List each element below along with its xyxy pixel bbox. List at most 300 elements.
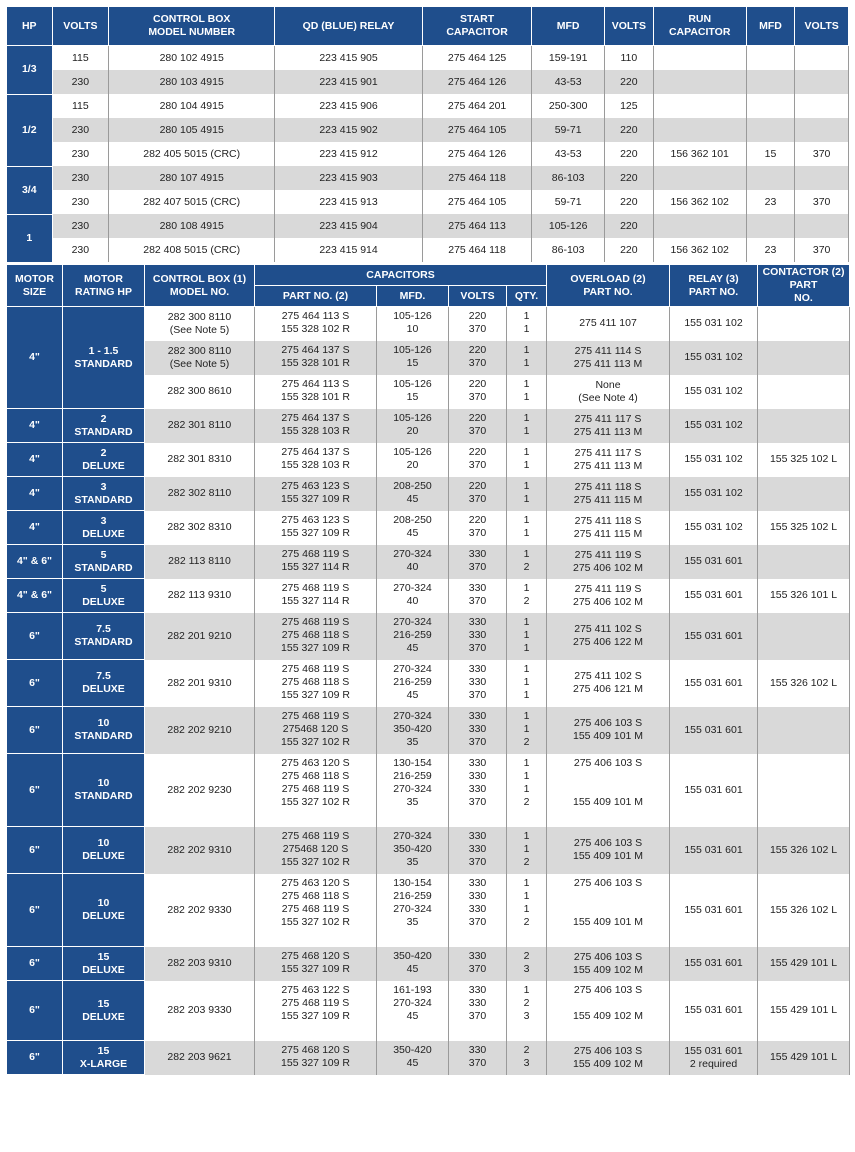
table2-parts-cell: 275 463 123 S 155 327 109 R	[255, 511, 377, 545]
table2-volts-cell: 330 330 370	[449, 613, 507, 660]
table2-mfd-cell: 270-324 216-259 45	[377, 613, 449, 660]
motor-size-label: 4"	[7, 477, 63, 511]
table2-mfd-cell: 350-420 45	[377, 947, 449, 981]
table1-cell: 230	[52, 118, 109, 142]
table-row	[7, 613, 850, 660]
table2-qty-cell: 1 2	[507, 545, 547, 579]
table1-cell	[746, 214, 795, 238]
table2-parts-cell: 275 468 119 S 275468 120 S 155 327 102 R	[255, 827, 377, 874]
table2-relay-cell: 155 031 102	[670, 409, 758, 443]
table2-parts-cell: 275 468 119 S 275 468 118 S 155 327 109 R	[255, 660, 377, 707]
table1-header-6: VOLTS	[605, 7, 654, 46]
table1-cell: 223 415 904	[275, 214, 423, 238]
table2-body	[7, 307, 850, 1075]
table1-cell: 220	[605, 214, 654, 238]
motor-size-header: MOTOR SIZE	[7, 265, 63, 307]
table1-header-2: CONTROL BOX MODEL NUMBER	[109, 7, 275, 46]
table2-parts-cell: 275 464 137 S 155 328 103 R	[255, 443, 377, 477]
table2-contactor-cell: 155 325 102 L	[758, 443, 850, 477]
table1-cell	[746, 166, 795, 190]
table2-parts-cell: 275 468 119 S 155 327 114 R	[255, 545, 377, 579]
motor-size-label: 6"	[7, 827, 63, 874]
table2-parts-cell: 275 463 122 S 275 468 119 S 155 327 109 R	[255, 981, 377, 1041]
table2-qty-cell: 1 2 3	[507, 981, 547, 1041]
motor-size-label: 6"	[7, 947, 63, 981]
table2-qty-cell: 1 1	[507, 409, 547, 443]
table1-cell: 230	[52, 214, 109, 238]
table2-header-row-1	[7, 265, 850, 286]
table2-qty-cell: 1 1 2	[507, 827, 547, 874]
table1-cell	[653, 70, 746, 94]
table2-overload-cell: 275 411 114 S 275 411 113 M	[547, 341, 670, 375]
table1-cell: 230	[52, 238, 109, 262]
table2-relay-cell: 155 031 102	[670, 307, 758, 341]
table2-volts-cell: 330 330 370	[449, 707, 507, 754]
table2-relay-cell: 155 031 102	[670, 341, 758, 375]
table1-cell: 275 464 201	[422, 94, 531, 118]
table2-parts-cell: 275 464 137 S 155 328 101 R	[255, 341, 377, 375]
motor-size-label: 4"	[7, 511, 63, 545]
table1-cell	[795, 166, 849, 190]
table-row	[7, 707, 850, 754]
table1-header-5: MFD	[532, 7, 605, 46]
table2-overload-cell: 275 411 117 S 275 411 113 M	[547, 409, 670, 443]
table2-contactor-cell: 155 326 102 L	[758, 827, 850, 874]
table2-volts-cell: 220 370	[449, 511, 507, 545]
table2-contactor-cell: 155 326 101 L	[758, 579, 850, 613]
motor-rating-header: MOTOR RATING HP	[63, 265, 145, 307]
table-row	[7, 190, 849, 214]
qty-header: QTY.	[507, 286, 547, 307]
table1-cell: 370	[795, 142, 849, 166]
table1-cell: 223 415 906	[275, 94, 423, 118]
table1-cell: 43-53	[532, 70, 605, 94]
table1-cell: 156 362 101	[653, 142, 746, 166]
table2-qty-cell: 1 1	[507, 511, 547, 545]
table1-cell	[653, 46, 746, 71]
table2-box-cell: 282 203 9330	[145, 981, 255, 1041]
table1-cell: 223 415 902	[275, 118, 423, 142]
table2-overload-cell: 275 406 103 S 155 409 101 M	[547, 707, 670, 754]
table2-relay-cell: 155 031 601	[670, 545, 758, 579]
table1-header-9: VOLTS	[795, 7, 849, 46]
table1-cell: 223 415 901	[275, 70, 423, 94]
table1-cell	[746, 70, 795, 94]
table2-mfd-cell: 208-250 45	[377, 511, 449, 545]
table2-qty-cell: 2 3	[507, 1041, 547, 1075]
table1-cell: 86-103	[532, 238, 605, 262]
table1-cell: 230	[52, 70, 109, 94]
table1-cell	[653, 118, 746, 142]
table2-overload-cell	[547, 754, 670, 827]
motor-rating-label: 5 DELUXE	[63, 579, 145, 613]
motor-rating-label: 1 - 1.5 STANDARD	[63, 307, 145, 409]
table2-volts-cell: 220 370	[449, 375, 507, 409]
table-row	[7, 1041, 850, 1075]
table-row	[7, 579, 850, 613]
table2-volts-cell: 220 370	[449, 307, 507, 341]
table-row	[7, 238, 849, 262]
table2-mfd-cell: 105-126 15	[377, 341, 449, 375]
hp-label: 1/2	[7, 94, 53, 166]
table1-cell: 223 415 912	[275, 142, 423, 166]
table1-cell: 220	[605, 70, 654, 94]
hp-label: 1/3	[7, 46, 53, 95]
motor-rating-label: 10 STANDARD	[63, 707, 145, 754]
table2-mfd-cell: 130-154 216-259 270-324 35	[377, 874, 449, 947]
table2-contactor-cell	[758, 409, 850, 443]
table-row	[7, 660, 850, 707]
table1-header-8: MFD	[746, 7, 795, 46]
table2-box-cell: 282 300 8110 (See Note 5)	[145, 307, 255, 341]
table1-cell: 275 464 126	[422, 70, 531, 94]
table1-cell	[653, 94, 746, 118]
table-row	[7, 166, 849, 190]
table2-qty-cell: 1 1	[507, 375, 547, 409]
table2-volts-cell: 220 370	[449, 409, 507, 443]
table2-parts-cell: 275 463 120 S 275 468 118 S 275 468 119 S 155 327 102 R	[255, 874, 377, 947]
table2-parts-cell: 275 464 137 S 155 328 103 R	[255, 409, 377, 443]
table2-mfd-cell: 130-154 216-259 270-324 35	[377, 754, 449, 827]
table1-header-7: RUN CAPACITOR	[653, 7, 746, 46]
table-row	[7, 477, 850, 511]
table2-box-cell: 282 301 8110	[145, 409, 255, 443]
table1-cell	[795, 118, 849, 142]
table-row	[7, 70, 849, 94]
table1-cell	[746, 118, 795, 142]
table1-cell: 250-300	[532, 94, 605, 118]
table2-relay-cell: 155 031 102	[670, 443, 758, 477]
table2-overload-cell: 275 411 119 S 275 406 102 M	[547, 579, 670, 613]
table1-cell: 23	[746, 190, 795, 214]
table2-box-cell: 282 201 9210	[145, 613, 255, 660]
table2-contactor-cell: 155 326 102 L	[758, 874, 850, 947]
table2-overload-cell: 275 411 117 S 275 411 113 M	[547, 443, 670, 477]
motor-size-label: 6"	[7, 1041, 63, 1075]
table-row	[7, 511, 850, 545]
table2-overload-cell: 275 406 103 S 155 409 102 M	[547, 947, 670, 981]
table1-cell: 105-126	[532, 214, 605, 238]
table1-cell: 282 407 5015 (CRC)	[109, 190, 275, 214]
table2-volts-cell: 220 370	[449, 477, 507, 511]
table2-box-cell: 282 301 8310	[145, 443, 255, 477]
table1-header-1: VOLTS	[52, 7, 109, 46]
table1-cell: 275 464 118	[422, 238, 531, 262]
table2-qty-cell: 1 1 2	[507, 707, 547, 754]
table1-cell: 282 408 5015 (CRC)	[109, 238, 275, 262]
table2-box-cell: 282 203 9621	[145, 1041, 255, 1075]
table2-relay-cell: 155 031 601	[670, 660, 758, 707]
table1-cell: 59-71	[532, 190, 605, 214]
motor-rating-label: 3 DELUXE	[63, 511, 145, 545]
table2-mfd-cell: 270-324 350-420 35	[377, 827, 449, 874]
table1-cell: 275 464 105	[422, 118, 531, 142]
table2-box-cell: 282 300 8110 (See Note 5)	[145, 341, 255, 375]
table2-contactor-cell	[758, 707, 850, 754]
overload-part: 155 409 101 M	[572, 915, 644, 928]
table2-box-cell: 282 113 8110	[145, 545, 255, 579]
table2-relay-cell: 155 031 601 2 required	[670, 1041, 758, 1075]
motor-size-label: 4"	[7, 409, 63, 443]
table2-box-cell: 282 113 9310	[145, 579, 255, 613]
table2-qty-cell: 1 1 1 2	[507, 754, 547, 827]
table2-box-cell: 282 202 9210	[145, 707, 255, 754]
table1-cell: 220	[605, 190, 654, 214]
table2-qty-cell: 1 2	[507, 579, 547, 613]
table1-cell: 15	[746, 142, 795, 166]
table-row	[7, 142, 849, 166]
overload-header: OVERLOAD (2) PART NO.	[547, 265, 670, 307]
motor-size-label: 4" & 6"	[7, 579, 63, 613]
motor-size-label: 4" & 6"	[7, 545, 63, 579]
table2-mfd-cell: 161-193 270-324 45	[377, 981, 449, 1041]
table1-cell: 275 464 105	[422, 190, 531, 214]
overload-part: 275 406 103 S	[573, 876, 643, 889]
table1-header-row	[7, 7, 849, 46]
table2-relay-cell: 155 031 102	[670, 477, 758, 511]
table2-qty-cell: 1 1 1 2	[507, 874, 547, 947]
table2-qty-cell: 1 1	[507, 341, 547, 375]
table1-cell: 280 104 4915	[109, 94, 275, 118]
table2-overload-cell: 275 411 102 S 275 406 121 M	[547, 660, 670, 707]
motor-rating-label: 10 DELUXE	[63, 827, 145, 874]
table1-cell: 230	[52, 142, 109, 166]
table1-cell: 220	[605, 142, 654, 166]
table1-cell	[653, 214, 746, 238]
table2-parts-cell: 275 468 119 S 275 468 118 S 155 327 109 R	[255, 613, 377, 660]
table1-cell: 156 362 102	[653, 238, 746, 262]
table2-relay-cell: 155 031 601	[670, 827, 758, 874]
table2-overload-cell: None (See Note 4)	[547, 375, 670, 409]
table2-relay-cell: 155 031 601	[670, 579, 758, 613]
table2-parts-cell: 275 468 119 S 155 327 114 R	[255, 579, 377, 613]
table2-contactor-cell: 155 429 101 L	[758, 947, 850, 981]
table2-contactor-cell: 155 325 102 L	[758, 511, 850, 545]
relay-header: RELAY (3) PART NO.	[670, 265, 758, 307]
motor-control-box-table	[6, 264, 850, 1075]
motor-rating-label: 15 X-LARGE	[63, 1041, 145, 1075]
overload-part: 155 409 102 M	[572, 1009, 644, 1022]
table1-cell: 282 405 5015 (CRC)	[109, 142, 275, 166]
motor-size-label: 6"	[7, 707, 63, 754]
motor-rating-label: 15 DELUXE	[63, 981, 145, 1041]
table1-cell: 280 102 4915	[109, 46, 275, 71]
table2-relay-cell: 155 031 102	[670, 511, 758, 545]
overload-part: 155 409 101 M	[572, 795, 644, 808]
table1-cell: 156 362 102	[653, 190, 746, 214]
motor-rating-label: 15 DELUXE	[63, 947, 145, 981]
table-row	[7, 827, 850, 874]
motor-size-label: 6"	[7, 613, 63, 660]
table2-volts-cell: 220 370	[449, 341, 507, 375]
table1-header-3: QD (BLUE) RELAY	[275, 7, 423, 46]
table1-cell: 159-191	[532, 46, 605, 71]
table1-cell: 125	[605, 94, 654, 118]
table2-overload-cell	[547, 874, 670, 947]
table-row	[7, 947, 850, 981]
control-box-header: CONTROL BOX (1) MODEL NO.	[145, 265, 255, 307]
table2-qty-cell: 1 1 1	[507, 613, 547, 660]
table2-volts-cell: 330 330 370	[449, 981, 507, 1041]
table2-mfd-cell: 350-420 45	[377, 1041, 449, 1075]
motor-rating-label: 7.5 DELUXE	[63, 660, 145, 707]
motor-size-label: 6"	[7, 874, 63, 947]
motor-rating-label: 2 STANDARD	[63, 409, 145, 443]
table2-overload-cell: 275 406 103 S 155 409 102 M	[547, 1041, 670, 1075]
table2-overload-cell: 275 411 118 S 275 411 115 M	[547, 511, 670, 545]
table1-header-4: START CAPACITOR	[422, 7, 531, 46]
table2-contactor-cell	[758, 477, 850, 511]
table2-mfd-cell: 270-324 350-420 35	[377, 707, 449, 754]
table2-qty-cell: 1 1	[507, 477, 547, 511]
table2-contactor-cell: 155 429 101 L	[758, 1041, 850, 1075]
table2-volts-cell: 220 370	[449, 443, 507, 477]
table-row	[7, 754, 850, 827]
table2-contactor-cell	[758, 307, 850, 341]
part-no-header: PART NO. (2)	[255, 286, 377, 307]
table2-relay-cell: 155 031 102	[670, 375, 758, 409]
table2-volts-cell: 330 370	[449, 947, 507, 981]
table2-parts-cell: 275 468 120 S 155 327 109 R	[255, 1041, 377, 1075]
table2-mfd-cell: 270-324 216-259 45	[377, 660, 449, 707]
table1-cell	[795, 70, 849, 94]
table-row	[7, 307, 850, 341]
table1-cell: 370	[795, 238, 849, 262]
table2-contactor-cell	[758, 375, 850, 409]
contactor-header: CONTACTOR (2) PART NO.	[758, 265, 850, 307]
table2-parts-cell: 275 464 113 S 155 328 101 R	[255, 375, 377, 409]
table2-box-cell: 282 202 9330	[145, 874, 255, 947]
table2-parts-cell: 275 468 120 S 155 327 109 R	[255, 947, 377, 981]
table2-qty-cell: 1 1 1	[507, 660, 547, 707]
table2-mfd-cell: 105-126 10	[377, 307, 449, 341]
table2-qty-cell: 2 3	[507, 947, 547, 981]
table2-volts-cell: 330 370	[449, 545, 507, 579]
table2-overload-cell: 275 411 118 S 275 411 115 M	[547, 477, 670, 511]
table-row	[7, 874, 850, 947]
table1-cell: 280 103 4915	[109, 70, 275, 94]
table1-cell: 370	[795, 190, 849, 214]
motor-size-label: 4"	[7, 443, 63, 477]
table-row	[7, 118, 849, 142]
table2-box-cell: 282 202 9230	[145, 754, 255, 827]
table-row	[7, 443, 850, 477]
table1-cell: 223 415 913	[275, 190, 423, 214]
table1-cell: 43-53	[532, 142, 605, 166]
volts-header: VOLTS	[449, 286, 507, 307]
table2-contactor-cell	[758, 545, 850, 579]
table2-volts-cell: 330 370	[449, 1041, 507, 1075]
table2-mfd-cell: 105-126 20	[377, 443, 449, 477]
table2-box-cell: 282 302 8110	[145, 477, 255, 511]
table1-cell: 220	[605, 118, 654, 142]
hp-label: 1	[7, 214, 53, 262]
table-row	[7, 214, 849, 238]
table2-overload-cell: 275 411 119 S 275 406 102 M	[547, 545, 670, 579]
table2-volts-cell: 330 370	[449, 579, 507, 613]
table1-cell: 86-103	[532, 166, 605, 190]
overload-part: 275 406 103 S	[573, 983, 643, 996]
table2-relay-cell: 155 031 601	[670, 613, 758, 660]
mfd-header: MFD.	[377, 286, 449, 307]
table1-cell: 59-71	[532, 118, 605, 142]
motor-rating-label: 2 DELUXE	[63, 443, 145, 477]
table1-cell: 23	[746, 238, 795, 262]
table2-overload-cell: 275 411 102 S 275 406 122 M	[547, 613, 670, 660]
table1-cell: 223 415 903	[275, 166, 423, 190]
capacitors-header: CAPACITORS	[255, 265, 547, 286]
table2-box-cell: 282 203 9310	[145, 947, 255, 981]
motor-size-label: 6"	[7, 981, 63, 1041]
table1-cell: 230	[52, 166, 109, 190]
table1-cell	[795, 46, 849, 71]
table1-cell	[746, 46, 795, 71]
table2-parts-cell: 275 464 113 S 155 328 102 R	[255, 307, 377, 341]
motor-rating-label: 10 DELUXE	[63, 874, 145, 947]
table2-contactor-cell: 155 429 101 L	[758, 981, 850, 1041]
table1-cell: 275 464 113	[422, 214, 531, 238]
table2-relay-cell: 155 031 601	[670, 874, 758, 947]
table2-qty-cell: 1 1	[507, 307, 547, 341]
table1-cell: 275 464 118	[422, 166, 531, 190]
hp-label: 3/4	[7, 166, 53, 214]
table1-cell: 223 415 914	[275, 238, 423, 262]
table2-volts-cell: 330 330 330 370	[449, 874, 507, 947]
table1-cell: 220	[605, 238, 654, 262]
table1-cell: 275 464 125	[422, 46, 531, 71]
table2-mfd-cell: 270-324 40	[377, 579, 449, 613]
table2-qty-cell: 1 1	[507, 443, 547, 477]
table2-box-cell: 282 202 9310	[145, 827, 255, 874]
table1-cell: 280 107 4915	[109, 166, 275, 190]
table-row	[7, 545, 850, 579]
table1-cell	[795, 214, 849, 238]
motor-size-label: 6"	[7, 754, 63, 827]
motor-rating-label: 7.5 STANDARD	[63, 613, 145, 660]
table2-box-cell: 282 300 8610	[145, 375, 255, 409]
table2-volts-cell: 330 330 370	[449, 660, 507, 707]
table2-contactor-cell	[758, 341, 850, 375]
table2-mfd-cell: 270-324 40	[377, 545, 449, 579]
table-row	[7, 46, 849, 71]
table-row	[7, 409, 850, 443]
table2-volts-cell: 330 330 330 370	[449, 754, 507, 827]
table2-relay-cell: 155 031 601	[670, 981, 758, 1041]
table2-overload-cell: 275 411 107	[547, 307, 670, 341]
motor-size-label: 6"	[7, 660, 63, 707]
table2-relay-cell: 155 031 601	[670, 754, 758, 827]
table2-mfd-cell: 208-250 45	[377, 477, 449, 511]
table2-mfd-cell: 105-126 20	[377, 409, 449, 443]
table1-cell: 223 415 905	[275, 46, 423, 71]
table2-box-cell: 282 302 8310	[145, 511, 255, 545]
table2-box-cell: 282 201 9310	[145, 660, 255, 707]
table1-body	[7, 46, 849, 263]
table1-cell: 220	[605, 166, 654, 190]
table1-cell: 275 464 126	[422, 142, 531, 166]
table1-cell	[653, 166, 746, 190]
table1-cell	[795, 94, 849, 118]
table-row	[7, 981, 850, 1041]
table2-relay-cell: 155 031 601	[670, 707, 758, 754]
motor-rating-label: 5 STANDARD	[63, 545, 145, 579]
hp-control-box-table	[6, 6, 849, 263]
table2-parts-cell: 275 463 120 S 275 468 118 S 275 468 119 S 155 327 102 R	[255, 754, 377, 827]
table1-header-0: HP	[7, 7, 53, 46]
overload-part: 275 406 103 S	[573, 756, 643, 769]
table2-overload-cell	[547, 981, 670, 1041]
motor-rating-label: 10 STANDARD	[63, 754, 145, 827]
